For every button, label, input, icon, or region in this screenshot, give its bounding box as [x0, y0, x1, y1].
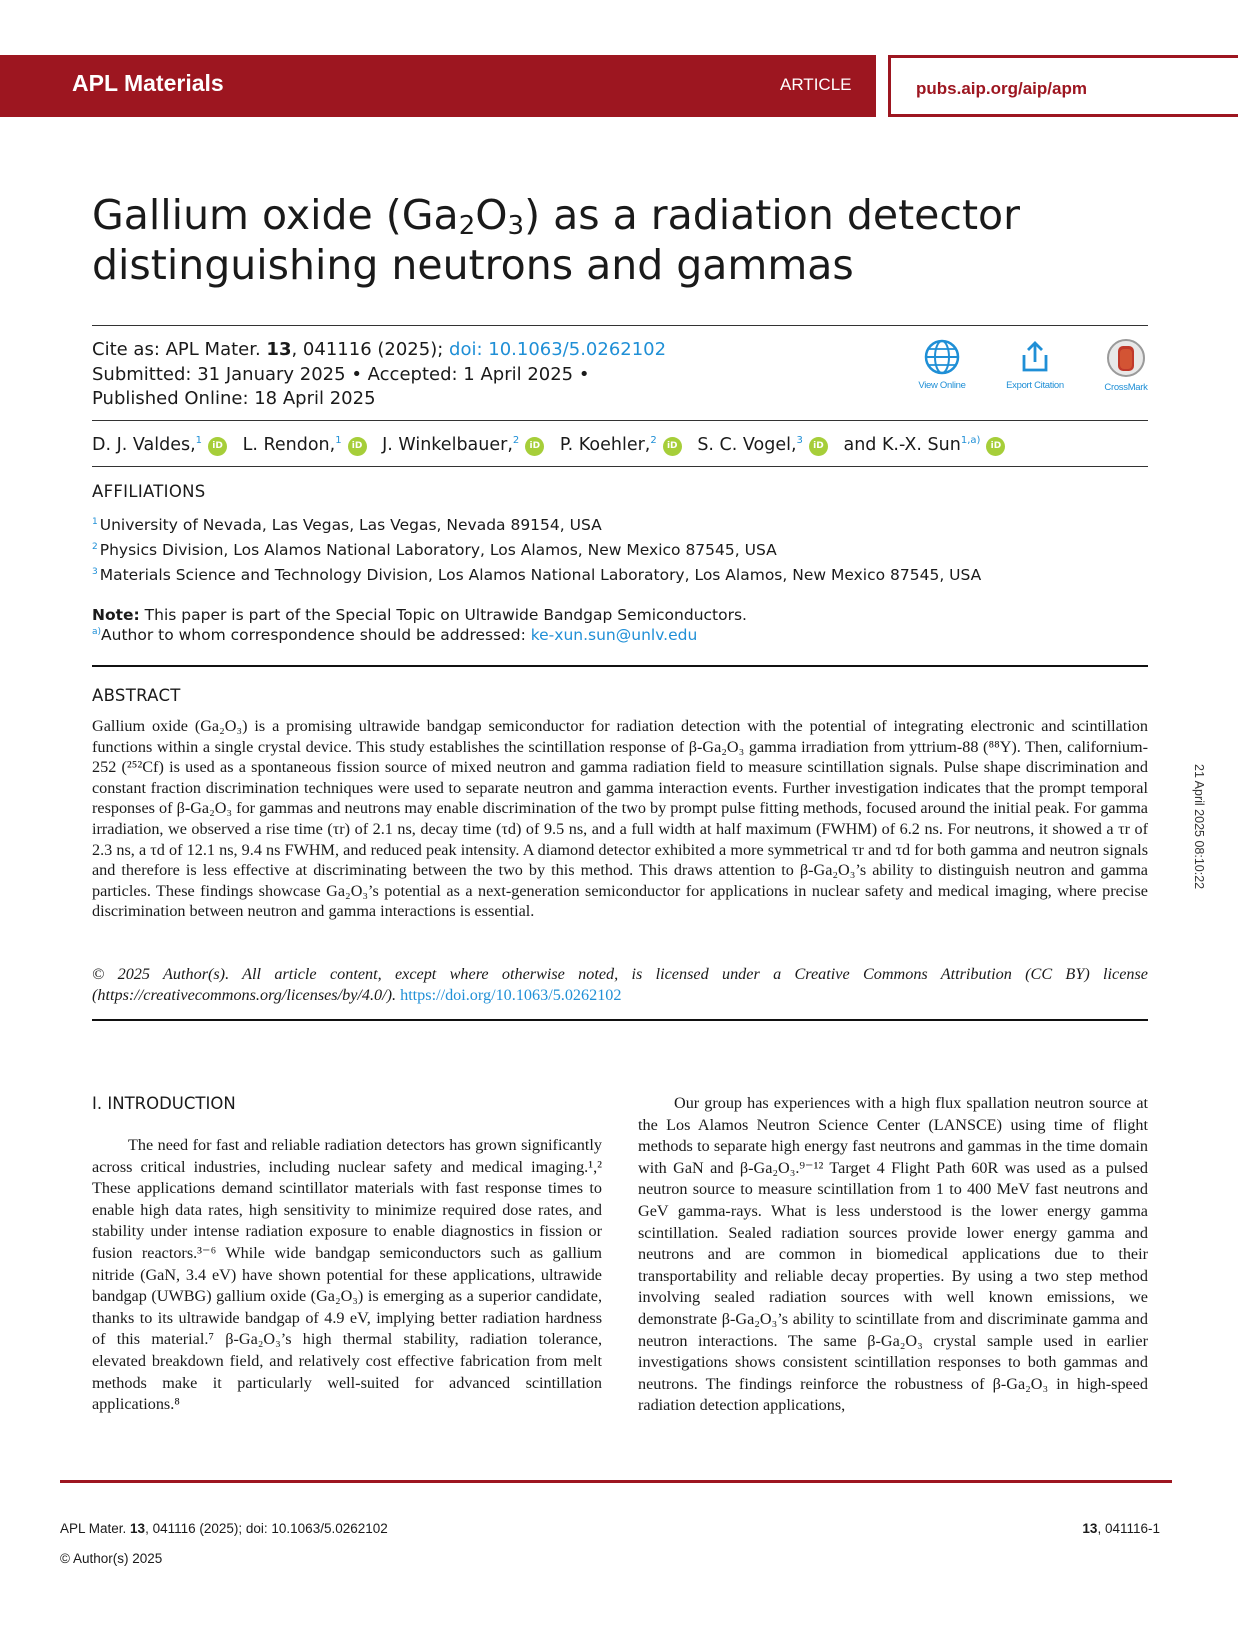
submission-dates: Submitted: 31 January 2025 • Accepted: 1 April 2025 •	[92, 363, 590, 385]
page-volume: 13	[1082, 1521, 1098, 1536]
author-name: L. Rendon,	[242, 435, 336, 455]
citation-line	[92, 338, 666, 363]
cite-label: Cite as: APL Mater.	[92, 339, 267, 360]
correspondence-marker: a)	[92, 626, 102, 637]
author	[243, 435, 371, 455]
publication-date: Published Online: 18 April 2025	[92, 388, 376, 409]
crossmark-button[interactable]	[1086, 338, 1166, 393]
author	[382, 435, 548, 455]
introduction-heading: I. INTRODUCTION	[92, 1094, 236, 1113]
license-text: © 2025 Author(s). All article content, except where otherwise noted, is licensed under a Creative Commons Attribution (CC BY) license (https://creativecommons.org/licenses/by/4.0/).	[92, 965, 1148, 1004]
orcid-icon[interactable]: iD	[809, 437, 828, 456]
special-topic-note	[92, 606, 747, 624]
export-citation-button[interactable]	[995, 338, 1075, 391]
author	[843, 435, 1009, 455]
orcid-icon[interactable]: iD	[525, 437, 544, 456]
note-text: This paper is part of the Special Topic on Ultrawide Bandgap Semiconductors.	[139, 606, 747, 624]
license-doi-link[interactable]: https://doi.org/10.1063/5.0262102	[400, 986, 622, 1004]
author-affiliation-ref[interactable]: 2	[512, 435, 520, 447]
correspondence-label: Author to whom correspondence should be addressed:	[101, 626, 531, 644]
share-export-icon	[1016, 338, 1054, 376]
affiliation-item	[92, 566, 981, 584]
doi-link[interactable]: doi: 10.1063/5.0262102	[449, 339, 667, 360]
crossmark-label: CrossMark	[1104, 382, 1148, 393]
author-name: and K.-X. Sun	[843, 435, 961, 455]
note-label: Note:	[92, 606, 140, 624]
title-text: Gallium oxide (Ga	[92, 191, 459, 239]
abstract-heading: ABSTRACT	[92, 686, 181, 705]
author-affiliation-ref[interactable]: 1	[335, 435, 342, 447]
title-text: O	[475, 191, 508, 239]
title-subscript: 2	[458, 211, 476, 241]
view-online-label: View Online	[918, 380, 966, 391]
author	[697, 435, 832, 455]
affiliation-number: 1	[92, 516, 98, 527]
introduction-column-left: The need for fast and reliable radiation detectors has grown significantly across critical industries, including nuclear safety and medical imaging.¹,² These applications demand scintillator materials with fast response times to enable high data rates, high sensitivity to minimize required dose rates, and stability under intense radiation exposure to enable diagnostics in fission or fusion reactors.³⁻⁶ While wide bandgap semiconductors such as gallium nitride (GaN, 3.4 eV) have shown potential for these applications, ultrawide bandgap (UWBG) gallium oxide (Ga₂O₃) is emerging as a superior candidate, thanks to its ultrawide bandgap of 4.9 eV, implying better radiation hardness of this material.⁷ β-Ga₂O₃’s high thermal stability, radiation tolerance, elevated breakdown field, and relatively cost effective fabrication from melt methods make it particularly well-suited for advanced scintillation applications.⁸	[92, 1136, 602, 1414]
affiliation-text: Materials Science and Technology Division, Los Alamos National Laboratory, Los Alamos, New Mexico 87545, USA	[99, 566, 982, 584]
affiliations-heading: AFFILIATIONS	[92, 482, 206, 501]
affiliation-number: 3	[92, 566, 98, 577]
article-type-label: ARTICLE	[780, 75, 852, 94]
page-number	[1082, 1521, 1160, 1536]
crossmark-icon	[1106, 338, 1146, 378]
author	[560, 435, 686, 455]
divider	[92, 325, 1148, 326]
article-title	[92, 190, 1092, 290]
affiliation-item	[92, 541, 777, 559]
page-id: , 041116-1	[1097, 1521, 1160, 1536]
journal-name: APL Materials	[72, 70, 224, 96]
orcid-icon[interactable]: iD	[208, 437, 227, 456]
author-name: P. Koehler,	[559, 435, 651, 455]
divider	[92, 1019, 1148, 1021]
license-statement	[92, 964, 1148, 1006]
footer-rule	[60, 1480, 1172, 1483]
footer-cite-prefix: APL Mater.	[60, 1521, 131, 1536]
title-subscript: 3	[507, 211, 525, 241]
author-name: J. Winkelbauer,	[382, 435, 513, 455]
orcid-icon[interactable]: iD	[663, 437, 682, 456]
footer-cite-rest: , 041116 (2025); doi: 10.1063/5.0262102	[145, 1521, 388, 1536]
divider	[92, 665, 1148, 667]
cite-volume: 13	[266, 339, 292, 360]
cite-rest: , 041116 (2025);	[291, 339, 450, 360]
affiliation-number: 2	[92, 541, 98, 552]
orcid-icon[interactable]: iD	[348, 437, 367, 456]
author-affiliation-ref[interactable]: 2	[650, 435, 657, 447]
divider	[92, 466, 1148, 467]
correspondence-email-link[interactable]: ke-xun.sun@unlv.edu	[530, 626, 698, 644]
orcid-icon[interactable]: iD	[986, 437, 1005, 456]
author-name: S. C. Vogel,	[697, 435, 797, 455]
footer-volume: 13	[130, 1521, 146, 1536]
globe-icon	[923, 338, 961, 376]
footer-citation	[60, 1521, 388, 1536]
author-name: D. J. Valdes,	[92, 435, 196, 455]
author-affiliation-ref[interactable]: 3	[796, 435, 803, 447]
affiliation-item	[92, 516, 602, 534]
title-text: ) as a radiation detector	[524, 191, 1020, 239]
author	[92, 435, 231, 455]
affiliation-text: University of Nevada, Las Vegas, Las Vegas, Nevada 89154, USA	[99, 516, 602, 534]
view-online-button[interactable]	[902, 338, 982, 391]
affiliation-text: Physics Division, Los Alamos National Laboratory, Los Alamos, New Mexico 87545, USA	[99, 541, 777, 559]
download-timestamp: 21 April 2025 08:10:22	[1192, 764, 1206, 890]
correspondence-note	[92, 626, 697, 644]
journal-url-link[interactable]: pubs.aip.org/aip/apm	[916, 79, 1087, 98]
introduction-column-right: Our group has experiences with a high flux spallation neutron source at the Los Alamos Neutron Science Center (LANSCE) using time of flight methods to separate high energy fast neutrons and gammas in the time domain with GaN and β-Ga₂O₃.⁹⁻¹² Target 4 Flight Path 60R was used as a pulsed neutron source to measure scintillation from 1 to 400 MeV fast neutrons and GeV gamma-rays. What is less understood is the lower energy gamma scintillation. Sealed radiation sources provide lower energy gamma and neutrons and are common in biomedical applications due to their transportability and reliable decay properties. By using a two step method involving sealed radiation sources with well known emissions, we demonstrate β-Ga₂O₃’s ability to scintillate from and discriminate gamma and neutron interactions. The same β-Ga₂O₃ crystal sample used in earlier investigations shows consistent scintillation responses to both gammas and neutrons. The findings reinforce the robustness of β-Ga₂O₃ in high-speed radiation detection applications,	[638, 1094, 1148, 1415]
divider	[92, 420, 1148, 421]
author-list	[92, 435, 1015, 456]
author-affiliation-ref[interactable]: 1	[195, 435, 203, 447]
footer-copyright: © Author(s) 2025	[60, 1551, 163, 1566]
abstract-text: Gallium oxide (Ga₂O₃) is a promising ultrawide bandgap semiconductor for radiation detection with the potential of integrating electronic and scintillation functions within a single crystal device. This study establishes the scintillation response of β-Ga₂O₃ gamma irradiation from yttrium-88 (⁸⁸Y). Then, californium-252 (²⁵²Cf) is used as a spontaneous fission source of mixed neutron and gamma radiation field to measure scintillation signals. Pulse shape discrimination and constant fraction discrimination techniques were used to separate neutron and gamma interaction events. Further investigation indicates that the prompt temporal responses of β-Ga₂O₃ for gammas and neutrons may enable discrimination of the two by prompt pulse fitting methods, focused around the initial peak. For gamma irradiation, we observed a rise time (τr) of 2.1 ns, decay time (τd) of 9.5 ns, and a full width at half maximum (FWHM) of 6.2 ns. For neutrons, it showed a τr of 2.3 ns, a τd of 12.1 ns, 9.4 ns FWHM, and reduced peak intensity. A diamond detector exhibited a more symmetrical τr and τd for both gamma and neutron signals and therefore is less effective at discriminating between the two by this method. This draws attention to β-Ga₂O₃’s ability to distinguish neutron and gamma particles. These findings showcase Ga₂O₃’s potential as a next-generation semiconductor for applications in nuclear safety and medical imaging, where precise discrimination between neutron and gamma interactions is essential.	[92, 717, 1148, 921]
title-text: distinguishing neutrons and gammas	[92, 241, 854, 289]
author-affiliation-ref[interactable]: 1,a)	[960, 435, 981, 447]
export-citation-label: Export Citation	[1006, 380, 1064, 391]
citation-block	[92, 338, 666, 412]
